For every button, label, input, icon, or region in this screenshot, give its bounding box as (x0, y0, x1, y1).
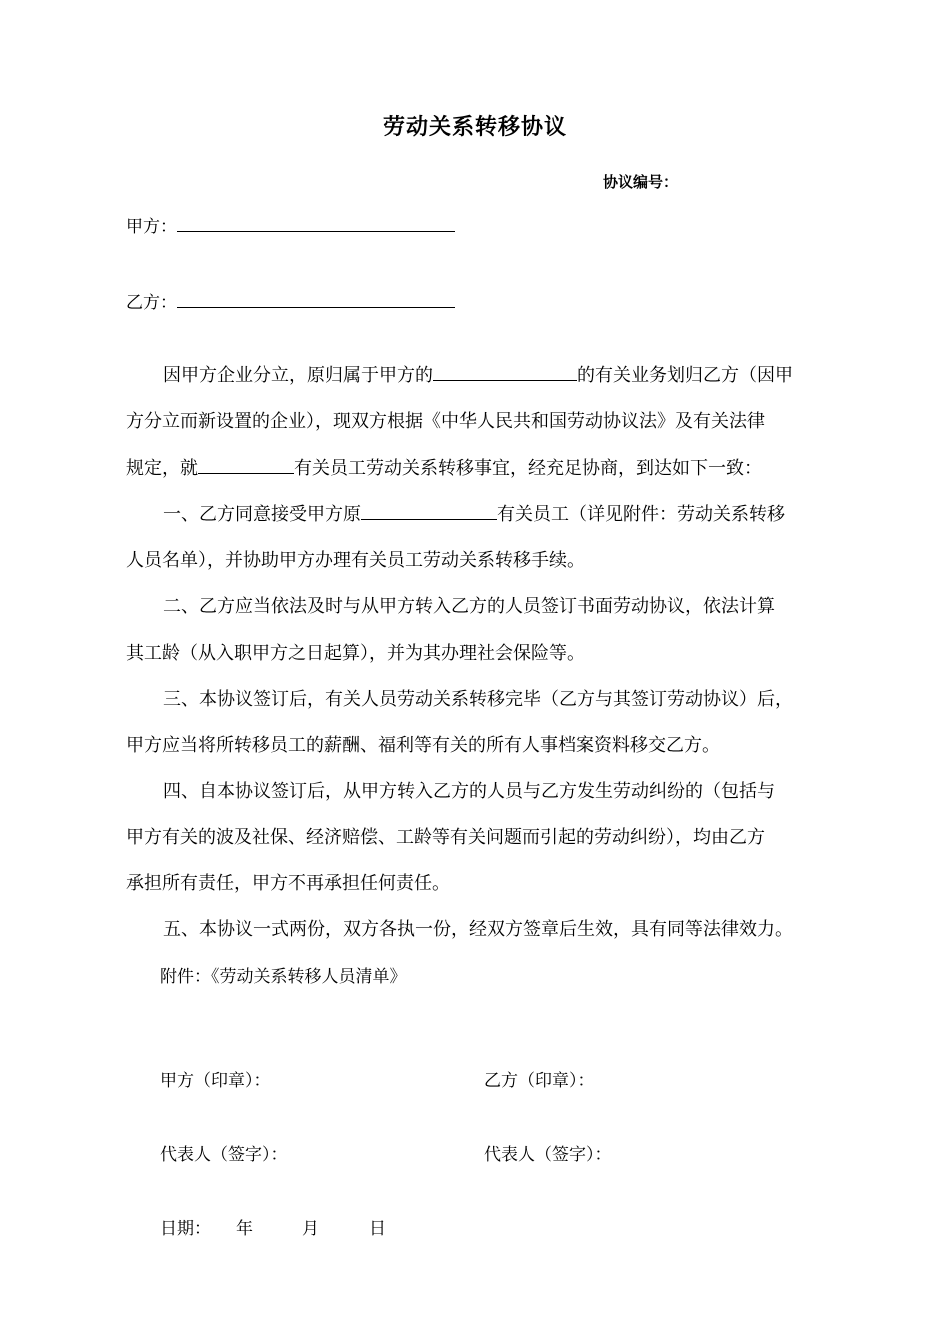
date-year-label: 年 (236, 1219, 253, 1239)
document-title: 劳动关系转移协议 (382, 115, 567, 140)
intro-text: 有关员工劳动关系转移事宜，经充足协商，到达如下一致： (294, 458, 762, 479)
clause-text: 有关员工（详见附件：劳动关系转移 (497, 504, 785, 525)
party-b-seal-label: 乙方（印章）： (484, 1071, 595, 1091)
party-b-label: 乙方： (126, 293, 177, 313)
clause-4-line-1: 四、自本协议签订后，从甲方转入乙方的人员与乙方发生劳动纠纷的（包括与 (163, 781, 775, 802)
party-b-blank[interactable] (177, 290, 455, 308)
party-a-label: 甲方： (126, 217, 177, 237)
clause-5-line-1: 五、本协议一式两份，双方各执一份，经双方签章后生效，具有同等法律效力。 (163, 919, 793, 940)
clause-1-line-2: 人员名单），并协助甲方办理有关员工劳动关系转移手续。 (126, 550, 585, 571)
clause-4-line-2: 甲方有关的波及社保、经济赔偿、工龄等有关问题而引起的劳动纠纷），均由乙方 (126, 827, 765, 848)
clause-3-line-2: 甲方应当将所转移员工的薪酬、福利等有关的所有人事档案资料移交乙方。 (126, 735, 720, 756)
representative-b-label: 代表人（签字）： (484, 1145, 612, 1165)
party-a-seal-label: 甲方（印章）： (160, 1071, 271, 1091)
party-a-line (126, 212, 455, 237)
intro-text: 的有关业务划归乙方（因甲 (577, 365, 793, 386)
date-month-label: 月 (302, 1219, 319, 1239)
attachment-note: 附件：《劳动关系转移人员清单》 (160, 967, 407, 987)
intro-line-3 (126, 454, 762, 480)
clause-2-line-1: 二、乙方应当依法及时与从甲方转入乙方的人员签订书面劳动协议，依法计算 (163, 596, 775, 617)
intro-line-2: 方分立而新设置的企业），现双方根据《中华人民共和国劳动协议法》及有关法律 (126, 411, 765, 432)
agreement-number-label: 协议编号： (603, 173, 679, 191)
department-blank[interactable] (361, 502, 497, 520)
business-blank[interactable] (433, 363, 577, 381)
clause-1-line-1 (163, 500, 785, 526)
intro-text: 因甲方企业分立，原归属于甲方的 (163, 365, 433, 386)
party-a-blank[interactable] (177, 214, 455, 232)
matter-blank[interactable] (198, 456, 294, 474)
clause-3-line-1: 三、本协议签订后，有关人员劳动关系转移完毕（乙方与其签订劳动协议）后， (163, 689, 793, 710)
clause-2-line-2: 其工龄（从入职甲方之日起算），并为其办理社会保险等。 (126, 643, 585, 664)
party-b-line (126, 288, 455, 313)
clause-4-line-3: 承担所有责任，甲方不再承担任何责任。 (126, 873, 450, 894)
intro-text: 规定，就 (126, 458, 198, 479)
date-day-label: 日 (369, 1219, 386, 1239)
intro-line-1 (163, 361, 793, 387)
date-label: 日期： (160, 1219, 211, 1239)
clause-text: 一、乙方同意接受甲方原 (163, 504, 361, 525)
representative-a-label: 代表人（签字）： (160, 1145, 288, 1165)
